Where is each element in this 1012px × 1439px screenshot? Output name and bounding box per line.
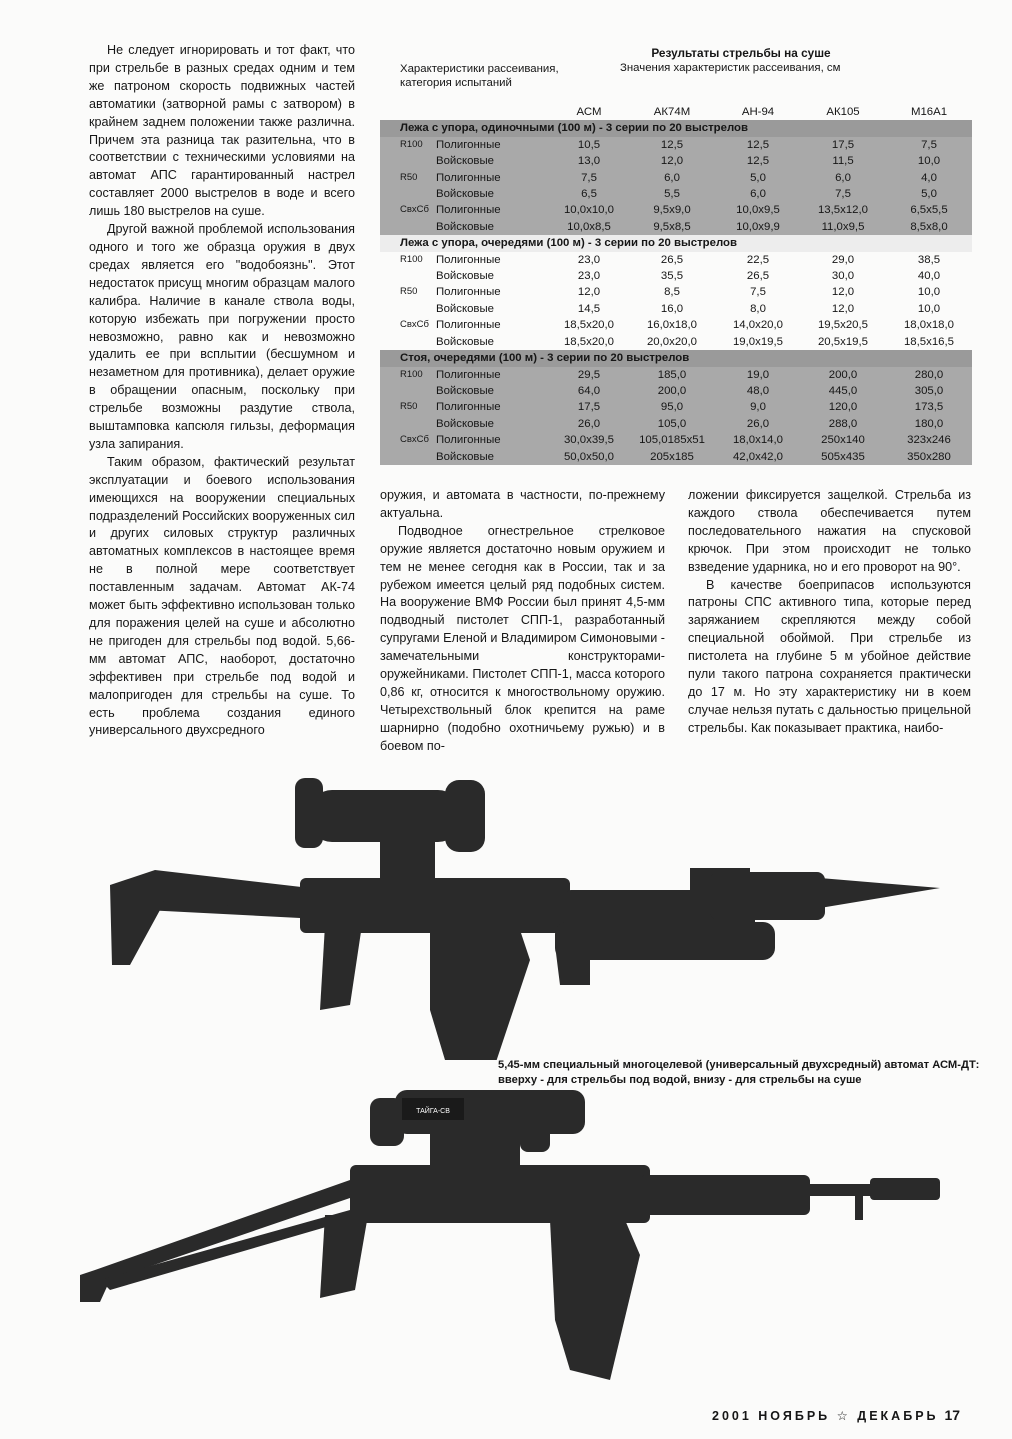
table-row [380, 186, 972, 202]
row-category: Войсковые [432, 449, 550, 465]
table-cell: 10,0 [917, 302, 941, 315]
table-cell: 12,5 [628, 137, 716, 153]
rifle-land-image [80, 1080, 960, 1380]
row-label: R100 [380, 137, 432, 153]
row-label: СвхСб [380, 432, 432, 448]
table-cell: 26,5 [746, 270, 770, 283]
table-cell: 48,0 [716, 383, 800, 399]
table-cell: 19,0 [716, 367, 800, 383]
table-cell: 18,0х14,0 [716, 432, 800, 448]
table-cell: 26,5 [660, 253, 684, 266]
table-cell: 9,5х8,5 [628, 219, 716, 235]
column-header-row [380, 104, 972, 120]
table-cell: 7,5 [550, 170, 628, 186]
row-label [380, 153, 432, 169]
section-header-row [380, 350, 972, 366]
table-cell: 505х435 [800, 449, 886, 465]
table-cell: 50,0х50,0 [550, 449, 628, 465]
table-cell: 18,5х16,5 [903, 335, 955, 348]
table-cell: 10,0х8,5 [550, 219, 628, 235]
table-cell: 95,0 [628, 399, 716, 415]
table-row [380, 432, 972, 448]
rifle-underwater-image [100, 760, 940, 1060]
table-cell: 12,5 [716, 137, 800, 153]
row-category: Войсковые [436, 335, 495, 348]
table-cell: 26,0 [716, 416, 800, 432]
table-cell: 105,0185х51 [628, 432, 716, 448]
row-label: R50 [400, 286, 418, 298]
table-cell: 12,0 [577, 286, 601, 299]
row-category: Войсковые [432, 186, 550, 202]
row-label: СвхСб [380, 202, 432, 218]
table-cell: 7,5 [750, 286, 766, 299]
table-cell: 23,0 [577, 253, 601, 266]
scope-marking: ТАЙГА-СВ [416, 1108, 450, 1115]
table-cell: 6,5 [550, 186, 628, 202]
column-header: АН-94 [741, 106, 775, 118]
table-cell: 19,0х19,5 [732, 335, 784, 348]
table-cell: 6,0 [628, 170, 716, 186]
table-cell: 11,5 [800, 153, 886, 169]
table-row [380, 219, 972, 235]
table-cell: 11,0х9,5 [800, 219, 886, 235]
section-title: Стоя, очередями (100 м) - 3 серии по 20 выстрелов [380, 350, 972, 366]
article-paragraph: В качестве боеприпасов используются патроны СПС активного типа, которые перед заряжанием скрепляются между собой специальной обоймой. При стрельбе из пистолета на глубине 5 м убойное действие пули такого патрона сохраняется практически до 17 м. Но эту характеристику ни в коем случае нельзя путать с дальностью прицельной стрельбы. Как показывает практика, наибо- [688, 577, 971, 735]
table-cell: 9,5х9,0 [628, 202, 716, 218]
article-paragraph: Другой важной проблемой использования одного и того же образца оружия в двух средах является его "водобоязнь". Этот недостаток присущ многим образцам малого калибра. Наличие в канале ствола воды, которую избежать при погружении просто невозможно, равно как и невозможно удалить ее при всплытии (бесшумном и незаметном для противника), делает оружие в обращении опасным, поскольку при стрельбе возможны раздутие ствола, выштамповка капсюля гильзы, деформация узла запирания. [89, 222, 355, 451]
table-cell: 40,0 [917, 270, 941, 283]
table-cell: 7,5 [800, 186, 886, 202]
table-cell: 9,0 [716, 399, 800, 415]
table-cell: 22,5 [746, 253, 770, 266]
table-cell: 120,0 [800, 399, 886, 415]
table-cell: 350х280 [886, 449, 972, 465]
table-cell: 18,5х20,0 [563, 335, 615, 348]
article-paragraph: оружия, и автомата в частности, по-прежнему актуальна. [380, 488, 665, 520]
row-label [380, 334, 432, 350]
table-cell: 200,0 [800, 367, 886, 383]
table-cell: 12,5 [716, 153, 800, 169]
row-category: Войсковые [432, 416, 550, 432]
table-cell: 288,0 [800, 416, 886, 432]
row-category: Войсковые [436, 302, 495, 315]
table-row [380, 334, 972, 350]
table-cell: 10,0х9,9 [716, 219, 800, 235]
table-row [380, 367, 972, 383]
row-category: Полигонные [436, 253, 501, 266]
table-cell: 35,5 [660, 270, 684, 283]
table-row [380, 202, 972, 218]
table-cell: 64,0 [550, 383, 628, 399]
table-cell: 10,0х9,5 [716, 202, 800, 218]
table-cell: 180,0 [886, 416, 972, 432]
table-cell: 5,0 [886, 186, 972, 202]
row-label [380, 301, 432, 317]
table-cell: 8,5х8,0 [886, 219, 972, 235]
table-cell: 18,0х18,0 [903, 319, 955, 332]
page-footer [712, 1407, 960, 1423]
row-label: R50 [380, 170, 432, 186]
table-row [380, 301, 972, 317]
table-cell: 8,5 [664, 286, 680, 299]
table-cell: 29,0 [831, 253, 855, 266]
column-header: АК74М [653, 106, 691, 118]
table-cell: 5,5 [628, 186, 716, 202]
table-cell: 10,5 [550, 137, 628, 153]
article-paragraph: ложении фиксируется защелкой. Стрельба из каждого ствола обеспечивается путем последовательного нажатия на спусковой крючок. При этом происходит не только взведение ударника, но и его проворот на 90°. [688, 488, 971, 574]
table-cell: 17,5 [550, 399, 628, 415]
table-cell: 13,0 [550, 153, 628, 169]
table-cell: 280,0 [886, 367, 972, 383]
table-cell: 23,0 [577, 270, 601, 283]
row-label [380, 449, 432, 465]
table-cell: 173,5 [886, 399, 972, 415]
table-cell: 10,0х10,0 [550, 202, 628, 218]
table-cell: 29,5 [550, 367, 628, 383]
article-column-left [89, 42, 355, 740]
table-row [380, 317, 972, 333]
table-row [380, 449, 972, 465]
table-cell: 6,0 [716, 186, 800, 202]
table-row [380, 383, 972, 399]
column-header: АСМ [576, 106, 602, 118]
table-cell: 185,0 [628, 367, 716, 383]
table-cell: 7,5 [886, 137, 972, 153]
table-cell: 200,0 [628, 383, 716, 399]
table-row [380, 137, 972, 153]
table-row [380, 399, 972, 415]
header-characteristics: Характеристики рассеивания, категория испытаний [400, 63, 559, 89]
article-column-right [688, 487, 971, 738]
row-label: R100 [400, 253, 423, 265]
section-header-row [380, 235, 972, 251]
issue-label: 2001 НОЯБРЬ ☆ ДЕКАБРЬ [712, 1409, 939, 1423]
results-table-block [380, 46, 972, 465]
row-category: Полигонные [436, 286, 501, 299]
article-column-middle [380, 487, 665, 756]
results-table [380, 104, 972, 465]
row-category: Полигонные [432, 367, 550, 383]
row-label: R50 [380, 399, 432, 415]
table-cell: 10,0 [917, 286, 941, 299]
table-cell: 4,0 [886, 170, 972, 186]
row-category: Полигонные [432, 202, 550, 218]
table-cell: 305,0 [886, 383, 972, 399]
article-paragraph: Подводное огнестрельное стрелковое оружие является достаточно новым оружием и тем не менее сегодня как в России, так и за рубежом имеется целый ряд подобных систем. На вооружение ВМФ России был принят 4,5-мм подводный пистолет СПП-1, разработанный супругами Еленой и Владимиром Симоновыми - замечательными конструкторами-оружейниками. Пистолет СПП-1, масса которого 0,86 кг, относится к многоствольному оружию. Четырехствольный блок крепится на раме шарнирно (подобно охотничьему ружью) и в боевом по- [380, 523, 665, 753]
table-cell: 26,0 [550, 416, 628, 432]
table-cell: 12,0 [831, 286, 855, 299]
table-row [380, 416, 972, 432]
table-cell: 18,5х20,0 [563, 319, 615, 332]
row-category: Полигонные [432, 170, 550, 186]
table-header [380, 60, 972, 104]
table-cell: 12,0 [831, 302, 855, 315]
row-category: Полигонные [432, 399, 550, 415]
row-label [380, 219, 432, 235]
table-row [380, 252, 972, 268]
table-cell: 38,5 [917, 253, 941, 266]
row-category: Войсковые [432, 383, 550, 399]
table-section [380, 350, 972, 465]
page-number: 17 [944, 1407, 961, 1423]
table-cell: 10,0 [886, 153, 972, 169]
table-row [380, 284, 972, 300]
table-cell: 445,0 [800, 383, 886, 399]
header-values: Значения характеристик рассеивания, см [620, 62, 841, 74]
table-cell: 12,0 [628, 153, 716, 169]
table-cell: 17,5 [800, 137, 886, 153]
row-category: Полигонные [436, 319, 501, 332]
row-label [380, 186, 432, 202]
table-section [380, 235, 972, 350]
table-cell: 6,0 [800, 170, 886, 186]
row-category: Войсковые [436, 270, 495, 283]
table-row [380, 153, 972, 169]
figure-caption: 5,45-мм специальный многоцелевой (универсальный двухсредный) автомат АСМ-ДТ: вверху - для стрельбы под водой, внизу - для стрельбы на суше [498, 1059, 980, 1086]
table-cell: 8,0 [750, 302, 766, 315]
table-row [380, 268, 972, 284]
row-category: Войсковые [432, 219, 550, 235]
table-cell: 20,5х19,5 [817, 335, 869, 348]
row-label [380, 268, 432, 284]
table-cell: 16,0 [660, 302, 684, 315]
table-cell: 5,0 [716, 170, 800, 186]
table-cell: 323х246 [886, 432, 972, 448]
article-paragraph: Таким образом, фактический результат эксплуатации и боевого использования имеющихся на вооружении специальных подразделений Российских вооруженных сил и других силовых структур различных автоматных комплексов в настоящее время не в полной мере соответствует поставленным задачам. Автомат АК-74 может быть эффективно использован только для поражения целей на суше и абсолютно не пригоден для стрельбы под водой. 5,66-мм автомат АПС, наоборот, достаточно эффективен при стрельбе под водой и малопригоден для стрельбы на суше. То есть проблема создания единого универсального двухсредного [89, 454, 355, 738]
section-header-row [380, 120, 972, 136]
table-cell: 14,0х20,0 [732, 319, 784, 332]
table-cell: 13,5х12,0 [800, 202, 886, 218]
row-label [380, 416, 432, 432]
section-title: Лежа с упора, очередями (100 м) - 3 серии по 20 выстрелов [380, 235, 972, 251]
column-header: АК105 [826, 106, 860, 118]
article-paragraph: Не следует игнорировать и тот факт, что при стрельбе в разных средах одним и тем же патроном скорость подвижных частей автоматики (затворной рамы с затвором) в крайнем заднем положении также различна. Причем эта разница так разительна, что в соответствии с техническими условиями на автомат АПС гарантированный настрел составляет 2000 выстрелов в воде и всего лишь 180 выстрелов на суше. [89, 43, 355, 219]
table-cell: 205х185 [628, 449, 716, 465]
row-label: СвхСб [400, 319, 429, 331]
table-title: Результаты стрельбы на суше [651, 46, 831, 60]
column-header: М16А1 [910, 106, 948, 118]
row-category: Полигонные [432, 137, 550, 153]
table-cell: 20,0х20,0 [646, 335, 698, 348]
row-label [380, 383, 432, 399]
table-cell: 42,0х42,0 [716, 449, 800, 465]
table-cell: 105,0 [628, 416, 716, 432]
row-category: Войсковые [432, 153, 550, 169]
table-cell: 6,5х5,5 [886, 202, 972, 218]
table-section [380, 120, 972, 235]
table-cell: 19,5х20,5 [817, 319, 869, 332]
table-cell: 14,5 [577, 302, 601, 315]
row-label: R100 [380, 367, 432, 383]
table-row [380, 170, 972, 186]
section-title: Лежа с упора, одиночными (100 м) - 3 серии по 20 выстрелов [380, 120, 972, 136]
table-cell: 30,0 [831, 270, 855, 283]
row-category: Полигонные [432, 432, 550, 448]
table-cell: 16,0х18,0 [646, 319, 698, 332]
table-cell: 250х140 [800, 432, 886, 448]
table-cell: 30,0х39,5 [550, 432, 628, 448]
